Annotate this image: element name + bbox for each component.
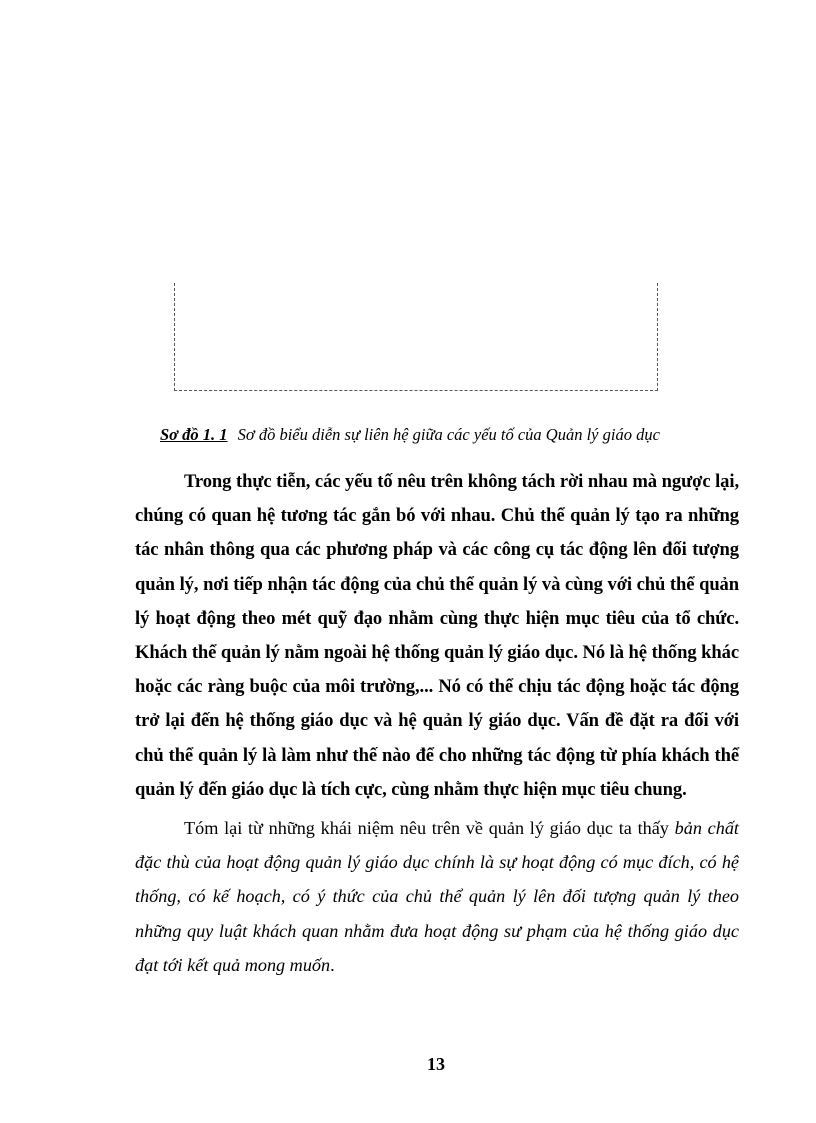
diagram-frame — [174, 283, 658, 391]
page-number: 13 — [427, 1054, 445, 1074]
paragraph-2-normal: Tóm lại từ những khái niệm nêu trên về quản lý giáo dục ta thấy — [184, 818, 675, 839]
paragraph-2 — [135, 811, 739, 982]
figure-caption — [160, 425, 780, 445]
paragraph-2-italic: bản chất đặc thù của hoạt động quản lý giáo dục chính là sự hoạt động có mục đích, có hệ thống, có kế hoạch, có ý thức của chủ thể quản lý lên đối tượng quản lý theo những quy luật khách quan nhằm đưa hoạt động sư phạm của hệ thống giáo dục đạt tới kết quả mong muốn — [135, 818, 739, 975]
body-text — [135, 465, 739, 982]
paragraph-2-end: . — [330, 954, 335, 975]
caption-label: Sơ đồ 1. 1 — [160, 425, 228, 444]
caption-text: Sơ đồ biểu diễn sự liên hệ giữa các yếu tố của Quản lý giáo dục — [237, 425, 660, 444]
paragraph-1: Trong thực tiễn, các yếu tố nêu trên không tách rời nhau mà ngược lại, chúng có quan hệ tương tác gắn bó với nhau. Chủ thể quản lý tạo ra những tác nhân thông qua các phương pháp và các công cụ tác động lên đối tượng quản lý, nơi tiếp nhận tác động của chủ thể quản lý và cùng với chủ thể quản lý hoạt động theo mét quỹ đạo nhằm cùng thực hiện mục tiêu của tổ chức. Khách thể quản lý nằm ngoài hệ thống quản lý giáo dục. Nó là hệ thống khác hoặc các ràng buộc của môi trường,... Nó có thể chịu tác động hoặc tác động trở lại đến hệ thống giáo dục và hệ quản lý giáo dục. Vấn đề đặt ra đối với chủ thể quản lý là làm như thế nào để cho những tác động từ phía khách thể quản lý đến giáo dục là tích cực, cùng nhằm thực hiện mục tiêu chung. — [135, 471, 739, 800]
